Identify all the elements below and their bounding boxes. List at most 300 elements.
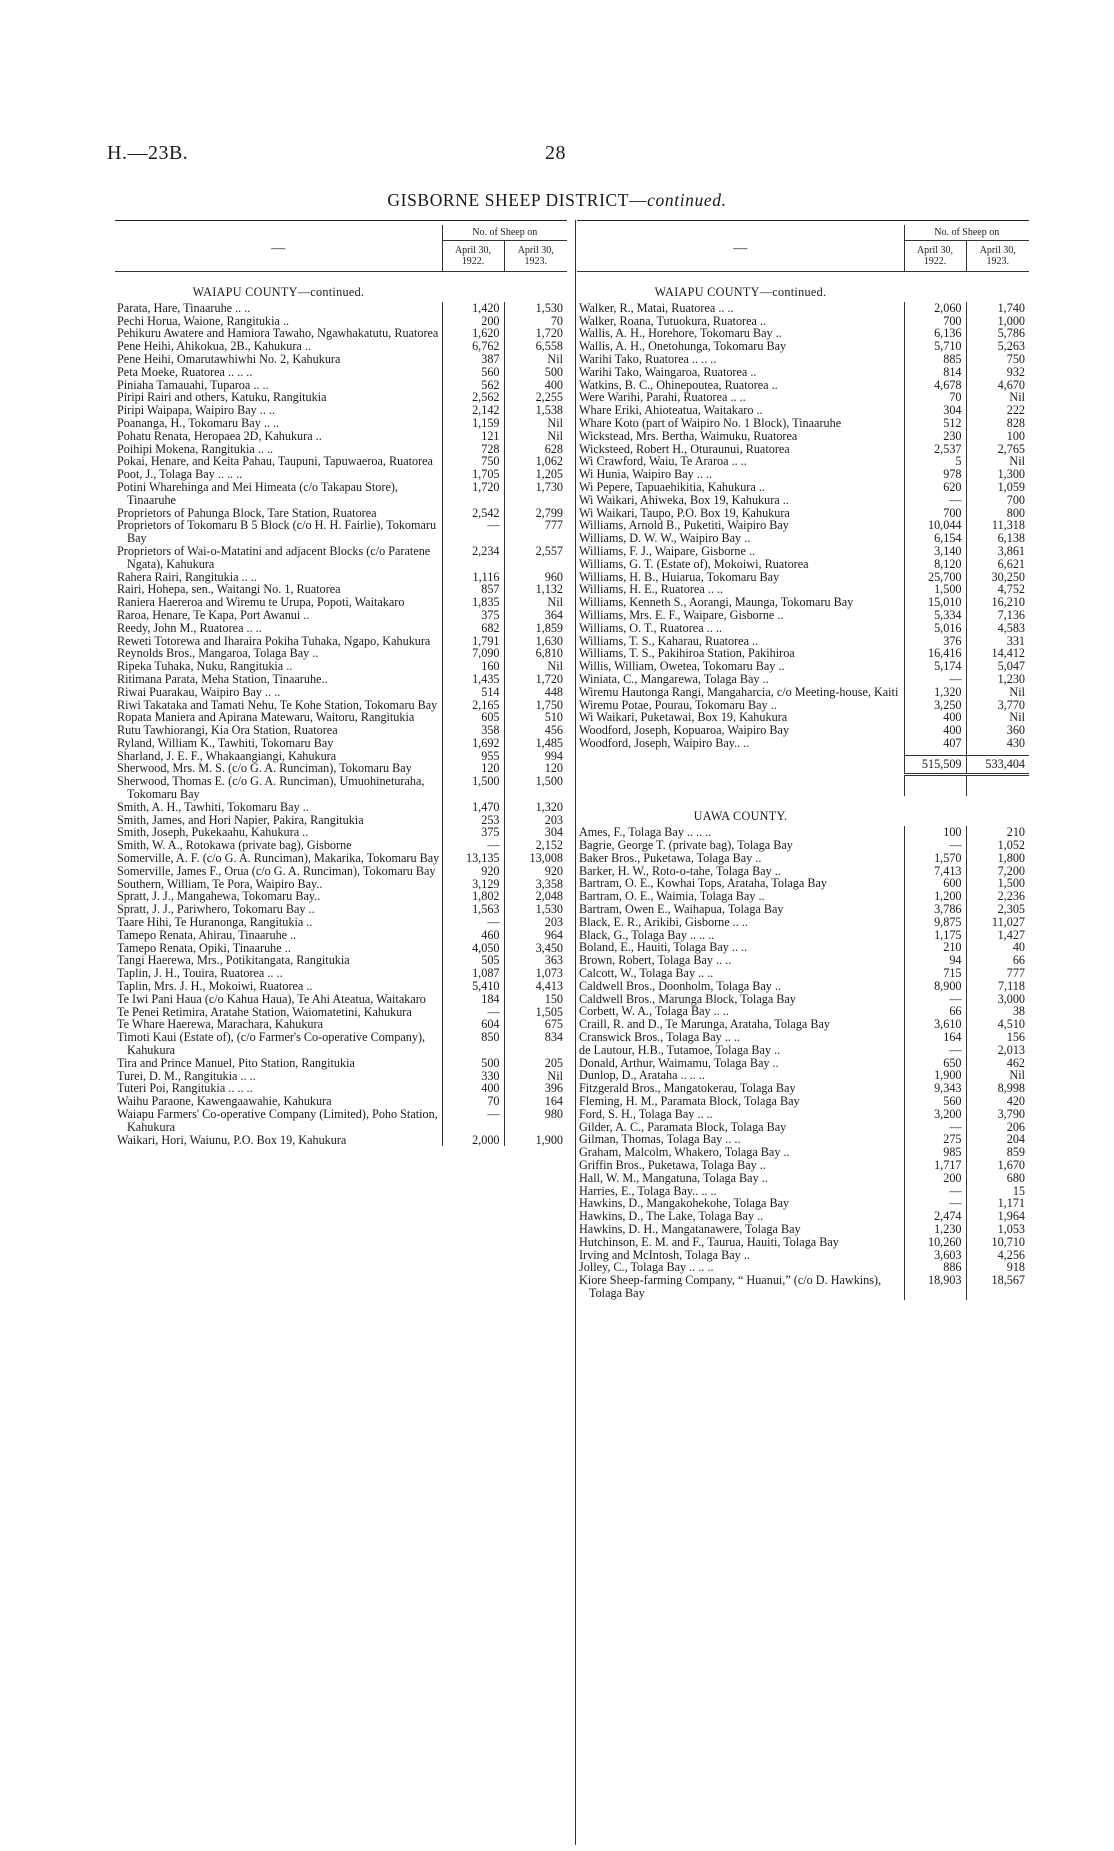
- table-row: [577, 916, 1029, 929]
- entry-cell: [115, 980, 442, 993]
- sheep-1923: 4,413: [504, 980, 567, 993]
- sheep-1923: 3,861: [966, 545, 1029, 558]
- sheep-1922: 560: [904, 1095, 966, 1108]
- entry-name: Tamepo Renata, Ahirau, Tinaaruhe ..: [117, 927, 297, 942]
- sheep-1923: 4,256: [966, 1249, 1029, 1262]
- sheep-1923: 156: [966, 1031, 1029, 1044]
- entry-name: Sherwood, Thomas E. (c/o G. A. Runciman), Umuohineturaha, Tokomaru Bay: [117, 774, 425, 802]
- table-row: [115, 302, 567, 315]
- entry-name: Tira and Prince Manuel, Pito Station, Rangitukia: [117, 1055, 355, 1070]
- sheep-1922: 562: [442, 379, 504, 392]
- entry-name: Peta Moeke, Ruatorea .. .. ..: [117, 364, 253, 379]
- table-row: [577, 1274, 1029, 1300]
- sheep-1923: 396: [504, 1082, 567, 1095]
- sheep-1922: 700: [904, 315, 966, 328]
- sheep-1922: 5: [904, 455, 966, 468]
- sheep-1923: 11,318: [966, 519, 1029, 532]
- header-group: No. of Sheep on: [442, 225, 567, 241]
- entry-name: Williams, Mrs. E. F., Waipare, Gisborne ..: [579, 607, 784, 622]
- sheep-1922: 1,200: [904, 890, 966, 903]
- sheep-1922: 10,260: [904, 1236, 966, 1249]
- sheep-1922: 560: [442, 366, 504, 379]
- entry-name: Bartram, O. E., Waimia, Tolaga Bay ..: [579, 889, 765, 904]
- sheep-1922: 1,087: [442, 967, 504, 980]
- table-row: [115, 596, 567, 609]
- entry-cell: [577, 417, 904, 430]
- section-heading: WAIAPU COUNTY—continued.: [654, 285, 827, 299]
- sheep-1922: 3,603: [904, 1249, 966, 1262]
- entry-name: Te Iwi Pani Haua (c/o Kahua Haua), Te Ahi Ateatua, Waitakaro: [117, 991, 426, 1006]
- sheep-1923: 960: [504, 571, 567, 584]
- entry-cell: [577, 1159, 904, 1172]
- sheep-1923: 13,008: [504, 852, 567, 865]
- table-row: [577, 673, 1029, 686]
- entry-cell: [115, 481, 442, 507]
- table-row: [577, 1159, 1029, 1172]
- sheep-1922: 1,705: [442, 468, 504, 481]
- sheep-1923: 164: [504, 1095, 567, 1108]
- sheep-1923: 15: [966, 1185, 1029, 1198]
- table-row: [115, 673, 567, 686]
- sheep-1922: 514: [442, 686, 504, 699]
- sheep-1922: 164: [904, 1031, 966, 1044]
- sheep-1922: 16,416: [904, 647, 966, 660]
- entry-name: Proprietors of Pahunga Block, Tare Station, Ruatorea: [117, 505, 377, 520]
- entry-name: Williams, T. S., Pakihiroa Station, Pakihiroa: [579, 646, 795, 661]
- header-col-1923: April 30, 1923.: [966, 241, 1029, 272]
- entry-cell: [577, 353, 904, 366]
- table-row: [577, 417, 1029, 430]
- sheep-1923: 38: [966, 1005, 1029, 1018]
- sheep-1923: 1,720: [504, 673, 567, 686]
- table-row: [577, 903, 1029, 916]
- sheep-1923: 5,263: [966, 340, 1029, 353]
- sheep-1923: 2,048: [504, 890, 567, 903]
- sheep-1923: 1,300: [966, 468, 1029, 481]
- sheep-1923: 120: [504, 762, 567, 775]
- sheep-1923: 800: [966, 507, 1029, 520]
- sheep-1922: 1,563: [442, 903, 504, 916]
- sheep-1923: 2,236: [966, 890, 1029, 903]
- sheep-1922: 2,474: [904, 1210, 966, 1223]
- sheep-1922: —: [904, 494, 966, 507]
- sheep-1922: 120: [442, 762, 504, 775]
- sheep-1923: 7,136: [966, 609, 1029, 622]
- sheep-1922: 407: [904, 737, 966, 750]
- entry-name: Graham, Malcolm, Whakero, Tolaga Bay ..: [579, 1145, 790, 1160]
- sheep-1923: 1,053: [966, 1223, 1029, 1236]
- entry-cell: [115, 686, 442, 699]
- spacer: [966, 272, 1029, 302]
- sheep-1922: 4,678: [904, 379, 966, 392]
- entry-name: Warihi Tako, Waingaroa, Ruatorea ..: [579, 364, 757, 379]
- entry-cell: [577, 302, 904, 315]
- sheep-1923: 1,320: [504, 801, 567, 814]
- sheep-1923: 70: [504, 315, 567, 328]
- table-row: [577, 852, 1029, 865]
- sheep-1922: 500: [442, 1057, 504, 1070]
- sheep-1922: 604: [442, 1018, 504, 1031]
- sheep-1923: 331: [966, 635, 1029, 648]
- table-row: [115, 775, 567, 801]
- sheep-1922: 460: [442, 929, 504, 942]
- entry-name: Black, G., Tolaga Bay .. .. ..: [579, 927, 715, 942]
- entry-name: Poot, J., Tolaga Bay .. .. ..: [117, 467, 243, 482]
- table-row: [115, 980, 567, 993]
- sheep-1922: 1,175: [904, 929, 966, 942]
- table-row: [115, 852, 567, 865]
- sheep-1923: 8,998: [966, 1082, 1029, 1095]
- table-row: [115, 993, 567, 1006]
- table-row: [115, 609, 567, 622]
- entry-cell: [577, 1274, 904, 1300]
- sheep-1923: 1,750: [504, 699, 567, 712]
- entry-cell: [577, 1172, 904, 1185]
- sheep-1922: 9,343: [904, 1082, 966, 1095]
- sheep-1923: 364: [504, 609, 567, 622]
- entry-cell: [577, 622, 904, 635]
- entry-name: Tuteri Poi, Rangitukia .. .. ..: [117, 1081, 253, 1096]
- page-title: [0, 190, 1114, 211]
- entry-cell: [115, 1057, 442, 1070]
- table-row: [115, 1108, 567, 1134]
- section-heading-row: [577, 796, 1029, 826]
- sheep-1923: 3,770: [966, 699, 1029, 712]
- entry-name: Somerville, A. F. (c/o G. A. Runciman), Makarika, Tokomaru Bay: [117, 851, 440, 866]
- entry-cell: [115, 1031, 442, 1057]
- table-row: [577, 967, 1029, 980]
- sheep-1922: 1,159: [442, 417, 504, 430]
- sheep-1923: 777: [504, 519, 567, 545]
- entry-cell: [577, 609, 904, 622]
- sheep-1923: 1,059: [966, 481, 1029, 494]
- sheep-1922: 1,570: [904, 852, 966, 865]
- sheep-1922: 376: [904, 635, 966, 648]
- sheep-1923: 304: [504, 826, 567, 839]
- entry-name: Were Warihi, Parahi, Ruatorea .. ..: [579, 390, 746, 405]
- entry-name: Raniera Haereroa and Wiremu te Urupa, Popoti, Waitakaro: [117, 595, 405, 610]
- table-row: [115, 417, 567, 430]
- entry-name: Dunlop, D., Arataha .. .. ..: [579, 1068, 705, 1083]
- entry-cell: [577, 686, 904, 699]
- sheep-1922: 1,835: [442, 596, 504, 609]
- spacer: [442, 272, 504, 302]
- title-main: GISBORNE SHEEP DISTRICT—: [387, 190, 648, 210]
- sheep-1922: 25,700: [904, 571, 966, 584]
- entry-name: de Lautour, H.B., Tutamoe, Tolaga Bay ..: [579, 1042, 781, 1057]
- sheep-1922: 3,140: [904, 545, 966, 558]
- entry-cell: [115, 660, 442, 673]
- sheep-1922: —: [904, 839, 966, 852]
- sheep-1922: 330: [442, 1070, 504, 1083]
- sheep-1922: —: [904, 993, 966, 1006]
- sheep-1923: 360: [966, 724, 1029, 737]
- entry-cell: [115, 1108, 442, 1134]
- sheep-1923: 40: [966, 941, 1029, 954]
- sheep-1922: 2,142: [442, 404, 504, 417]
- spacer: [966, 774, 1029, 796]
- header-group: No. of Sheep on: [904, 225, 1029, 241]
- entry-name: Pene Heihi, Ahikokua, 2B., Kahukura ..: [117, 339, 311, 354]
- table-row: [115, 1031, 567, 1057]
- entry-name: Riwai Puarakau, Waipiro Bay .. ..: [117, 684, 281, 699]
- entry-name: Waikari, Hori, Waiunu, P.O. Box 19, Kahukura: [117, 1132, 347, 1147]
- sheep-1923: 210: [966, 826, 1029, 839]
- entry-cell: [115, 545, 442, 571]
- sheep-1922: 750: [442, 455, 504, 468]
- entry-cell: [115, 366, 442, 379]
- sheep-1923: 1,500: [504, 775, 567, 801]
- sheep-1922: 184: [442, 993, 504, 1006]
- sheep-1923: 980: [504, 1108, 567, 1134]
- sheep-1923: 510: [504, 711, 567, 724]
- table-row: [577, 430, 1029, 443]
- sheep-1922: 2,165: [442, 699, 504, 712]
- entry-name: Whare Koto (part of Waipiro No. 1 Block), Tinaaruhe: [579, 415, 842, 430]
- sheep-1922: 387: [442, 353, 504, 366]
- entry-name: Bartram, O. E., Kowhai Tops, Arataha, Tolaga Bay: [579, 876, 827, 891]
- section-heading-row: [115, 272, 567, 302]
- entry-name: Poananga, H., Tokomaru Bay .. ..: [117, 415, 280, 430]
- entry-cell: [115, 353, 442, 366]
- sheep-1922: 121: [442, 430, 504, 443]
- sheep-1922: 375: [442, 609, 504, 622]
- sheep-1923: 456: [504, 724, 567, 737]
- entry-name: Williams, F. J., Waipare, Gisborne ..: [579, 543, 756, 558]
- entry-name: Southern, William, Te Pora, Waipiro Bay..: [117, 876, 323, 891]
- sheep-1923: 3,358: [504, 878, 567, 891]
- table-row: [577, 724, 1029, 737]
- section-heading: WAIAPU COUNTY—continued.: [192, 285, 365, 299]
- entry-name: Parata, Hare, Tinaaruhe .. ..: [117, 300, 251, 315]
- sheep-1922: 505: [442, 954, 504, 967]
- sheep-1922: 400: [904, 711, 966, 724]
- spacer-row: [577, 774, 1029, 796]
- entry-name: Taplin, Mrs. J. H., Mokoiwi, Ruatorea ..: [117, 979, 313, 994]
- sheep-1922: 70: [904, 391, 966, 404]
- sheep-1922: 15,010: [904, 596, 966, 609]
- entry-cell: [577, 494, 904, 507]
- entry-name: Williams, H. E., Ruatorea .. ..: [579, 582, 724, 597]
- sheep-1923: 1,062: [504, 455, 567, 468]
- table-row: [577, 980, 1029, 993]
- entry-cell: [577, 545, 904, 558]
- entry-cell: [577, 1031, 904, 1044]
- entry-name: Reynolds Bros., Mangaroa, Tolaga Bay ..: [117, 646, 319, 661]
- sheep-1922: 978: [904, 468, 966, 481]
- sheep-1923: 222: [966, 404, 1029, 417]
- table-row: [577, 1223, 1029, 1236]
- entry-cell: [115, 724, 442, 737]
- entry-name: Spratt, J. J., Pariwhero, Tokomaru Bay ..: [117, 902, 315, 917]
- sheep-1922: 3,610: [904, 1018, 966, 1031]
- table-row: [115, 545, 567, 571]
- sheep-1922: 6,762: [442, 340, 504, 353]
- sheep-1923: 2,305: [966, 903, 1029, 916]
- sheep-1923: 11,027: [966, 916, 1029, 929]
- sheep-1922: 715: [904, 967, 966, 980]
- entry-name: Williams, Arnold B., Puketiti, Waipiro Bay: [579, 518, 789, 533]
- sheep-1923: 363: [504, 954, 567, 967]
- sheep-1922: 2,537: [904, 443, 966, 456]
- sheep-1922: —: [442, 839, 504, 852]
- left-table: [115, 220, 567, 1146]
- entry-name: Woodford, Joseph, Waipiro Bay.. ..: [579, 735, 750, 750]
- table-header-row: [577, 225, 1029, 241]
- sheep-1923: 206: [966, 1121, 1029, 1134]
- sheep-1923: 1,505: [504, 1006, 567, 1019]
- total-1923: 533,404: [966, 756, 1029, 775]
- table-row: [577, 366, 1029, 379]
- table-row: [577, 609, 1029, 622]
- entry-name: Taplin, J. H., Touira, Ruatorea .. ..: [117, 966, 283, 981]
- sheep-1923: 1,740: [966, 302, 1029, 315]
- entry-cell: [115, 801, 442, 814]
- entry-cell: [577, 852, 904, 865]
- sheep-1923: 1,859: [504, 622, 567, 635]
- sheep-1923: 400: [504, 379, 567, 392]
- sheep-1923: 1,485: [504, 737, 567, 750]
- sheep-1922: 2,234: [442, 545, 504, 571]
- entry-name: Baker Bros., Puketawa, Tolaga Bay ..: [579, 850, 762, 865]
- entry-cell: [577, 558, 904, 571]
- sheep-1922: —: [442, 916, 504, 929]
- sheep-1922: 94: [904, 954, 966, 967]
- table-row: [577, 481, 1029, 494]
- entry-name: Caldwell Bros., Marunga Block, Tolaga Bay: [579, 991, 796, 1006]
- spacer: [966, 796, 1029, 826]
- entry-name: Cranswick Bros., Tolaga Bay .. ..: [579, 1030, 741, 1045]
- entry-name: Jolley, C., Tolaga Bay .. .. ..: [579, 1260, 714, 1275]
- entry-name: Fitzgerald Bros., Mangatokerau, Tolaga Bay: [579, 1081, 796, 1096]
- sheep-1923: 994: [504, 750, 567, 763]
- sheep-1923: 6,621: [966, 558, 1029, 571]
- table-row: [115, 353, 567, 366]
- entry-name: Pehikuru Awatere and Hamiora Tawaho, Ngawhakatutu, Ruatorea: [117, 326, 439, 341]
- total-1922: 515,509: [904, 756, 966, 775]
- entry-name: Ford, S. H., Tolaga Bay .. ..: [579, 1106, 713, 1121]
- entry-cell: [115, 865, 442, 878]
- sheep-1923: 750: [966, 353, 1029, 366]
- right-table: [577, 220, 1029, 1300]
- entry-name: Watkins, B. C., Ohinepoutea, Ruatorea ..: [579, 377, 778, 392]
- entry-cell: [577, 980, 904, 993]
- sheep-1923: 1,670: [966, 1159, 1029, 1172]
- table-row: [577, 686, 1029, 699]
- sheep-1923: 500: [504, 366, 567, 379]
- sheep-1923: 918: [966, 1261, 1029, 1274]
- sheep-1922: 2,060: [904, 302, 966, 315]
- sheep-1923: 4,670: [966, 379, 1029, 392]
- entry-name: Griffin Bros., Puketawa, Tolaga Bay ..: [579, 1158, 766, 1172]
- sheep-1922: 100: [904, 826, 966, 839]
- sheep-1922: 253: [442, 814, 504, 827]
- entry-name: Craill, R. and D., Te Marunga, Arataha, Tolaga Bay: [579, 1017, 831, 1032]
- entry-name: Williams, G. T. (Estate of), Mokoiwi, Ruatorea: [579, 556, 809, 571]
- entry-cell: [577, 737, 904, 750]
- total-row: [577, 756, 1029, 775]
- table-row: [115, 481, 567, 507]
- spacer: [577, 774, 904, 796]
- sheep-1923: 205: [504, 1057, 567, 1070]
- table-row: [577, 1095, 1029, 1108]
- sheep-1923: 14,412: [966, 647, 1029, 660]
- entry-name: Wickstead, Mrs. Bertha, Waimuku, Ruatorea: [579, 428, 798, 443]
- entry-name: Walker, R., Matai, Ruatorea .. ..: [579, 300, 734, 315]
- entry-name: Winiata, C., Mangarewa, Tolaga Bay ..: [579, 671, 769, 686]
- entry-name: Rahera Rairi, Rangitukia .. ..: [117, 569, 257, 584]
- entry-cell: [115, 852, 442, 865]
- sheep-1922: 5,334: [904, 609, 966, 622]
- table-row: [115, 519, 567, 545]
- entry-cell: [577, 839, 904, 852]
- sheep-1922: 955: [442, 750, 504, 763]
- entry-cell: [115, 916, 442, 929]
- sheep-1922: 512: [904, 417, 966, 430]
- sheep-1923: Nil: [504, 596, 567, 609]
- entry-name: Tangi Haerewa, Mrs., Potikitangata, Rangitukia: [117, 953, 350, 968]
- entry-name: Wi Pepere, Tapuaehikitia, Kahukura ..: [579, 479, 765, 494]
- table-row: [577, 558, 1029, 571]
- sheep-1923: 2,255: [504, 391, 567, 404]
- entry-name: Whare Eriki, Ahioteatua, Waitakaro ..: [579, 403, 763, 418]
- table-row: [577, 596, 1029, 609]
- sheep-1922: 1,692: [442, 737, 504, 750]
- sheep-1923: 834: [504, 1031, 567, 1057]
- sheep-1922: 2,562: [442, 391, 504, 404]
- table-row: [577, 1031, 1029, 1044]
- sheep-1922: —: [904, 673, 966, 686]
- table-row: [115, 430, 567, 443]
- spacer: [904, 796, 966, 826]
- entry-cell: [577, 430, 904, 443]
- entry-name: Ritimana Parata, Meha Station, Tinaaruhe..: [117, 671, 328, 686]
- sheep-1922: 7,413: [904, 865, 966, 878]
- table-row: [115, 865, 567, 878]
- sheep-1923: Nil: [966, 711, 1029, 724]
- entry-name: Warihi Tako, Ruatorea .. .. ..: [579, 351, 717, 366]
- entry-name: Smith, Joseph, Pukekaahu, Kahukura ..: [117, 825, 309, 840]
- title-italic: continued.: [647, 190, 727, 210]
- entry-name: Proprietors of Wai-o-Matatini and adjacent Blocks (c/o Paratene Ngata), Kahukura: [117, 543, 431, 571]
- entry-name: Sherwood, Mrs. M. S. (c/o G. A. Runciman), Tokomaru Bay: [117, 761, 412, 776]
- entry-name: Reweti Totorewa and Iharaira Pokiha Tuhaka, Ngapo, Kahukura: [117, 633, 431, 648]
- sheep-1922: 682: [442, 622, 504, 635]
- sheep-1922: 1,116: [442, 571, 504, 584]
- sheep-1922: 358: [442, 724, 504, 737]
- entry-name: Pechi Horua, Waione, Rangitukia ..: [117, 313, 290, 328]
- entry-name: Proprietors of Tokomaru B 5 Block (c/o H. H. Fairlie), Tokomaru Bay: [117, 518, 437, 546]
- sheep-1922: 7,090: [442, 647, 504, 660]
- entry-name: Wi Waikari, Ahiweka, Box 19, Kahukura ..: [579, 492, 789, 507]
- sheep-1922: 3,129: [442, 878, 504, 891]
- table-row: [577, 353, 1029, 366]
- entry-name: Wiremu Potae, Pourau, Tokomaru Bay ..: [579, 697, 777, 712]
- sheep-1923: 203: [504, 916, 567, 929]
- entry-name: Irving and McIntosh, Tolaga Bay ..: [579, 1247, 750, 1262]
- entry-name: Ames, F., Tolaga Bay .. .. ..: [579, 825, 712, 840]
- sheep-1923: Nil: [504, 353, 567, 366]
- sheep-1923: Nil: [966, 686, 1029, 699]
- table-row: [115, 916, 567, 929]
- entry-name: Piripi Waipapa, Waipiro Bay .. ..: [117, 403, 276, 418]
- table-row: [577, 545, 1029, 558]
- entry-name: Brown, Robert, Tolaga Bay .. ..: [579, 953, 732, 968]
- sheep-1922: —: [904, 1044, 966, 1057]
- entry-name: Wi Hunia, Waipiro Bay .. ..: [579, 467, 713, 482]
- sheep-1923: 1,964: [966, 1210, 1029, 1223]
- entry-name: Wi Waikari, Taupo, P.O. Box 19, Kahukura: [579, 505, 790, 520]
